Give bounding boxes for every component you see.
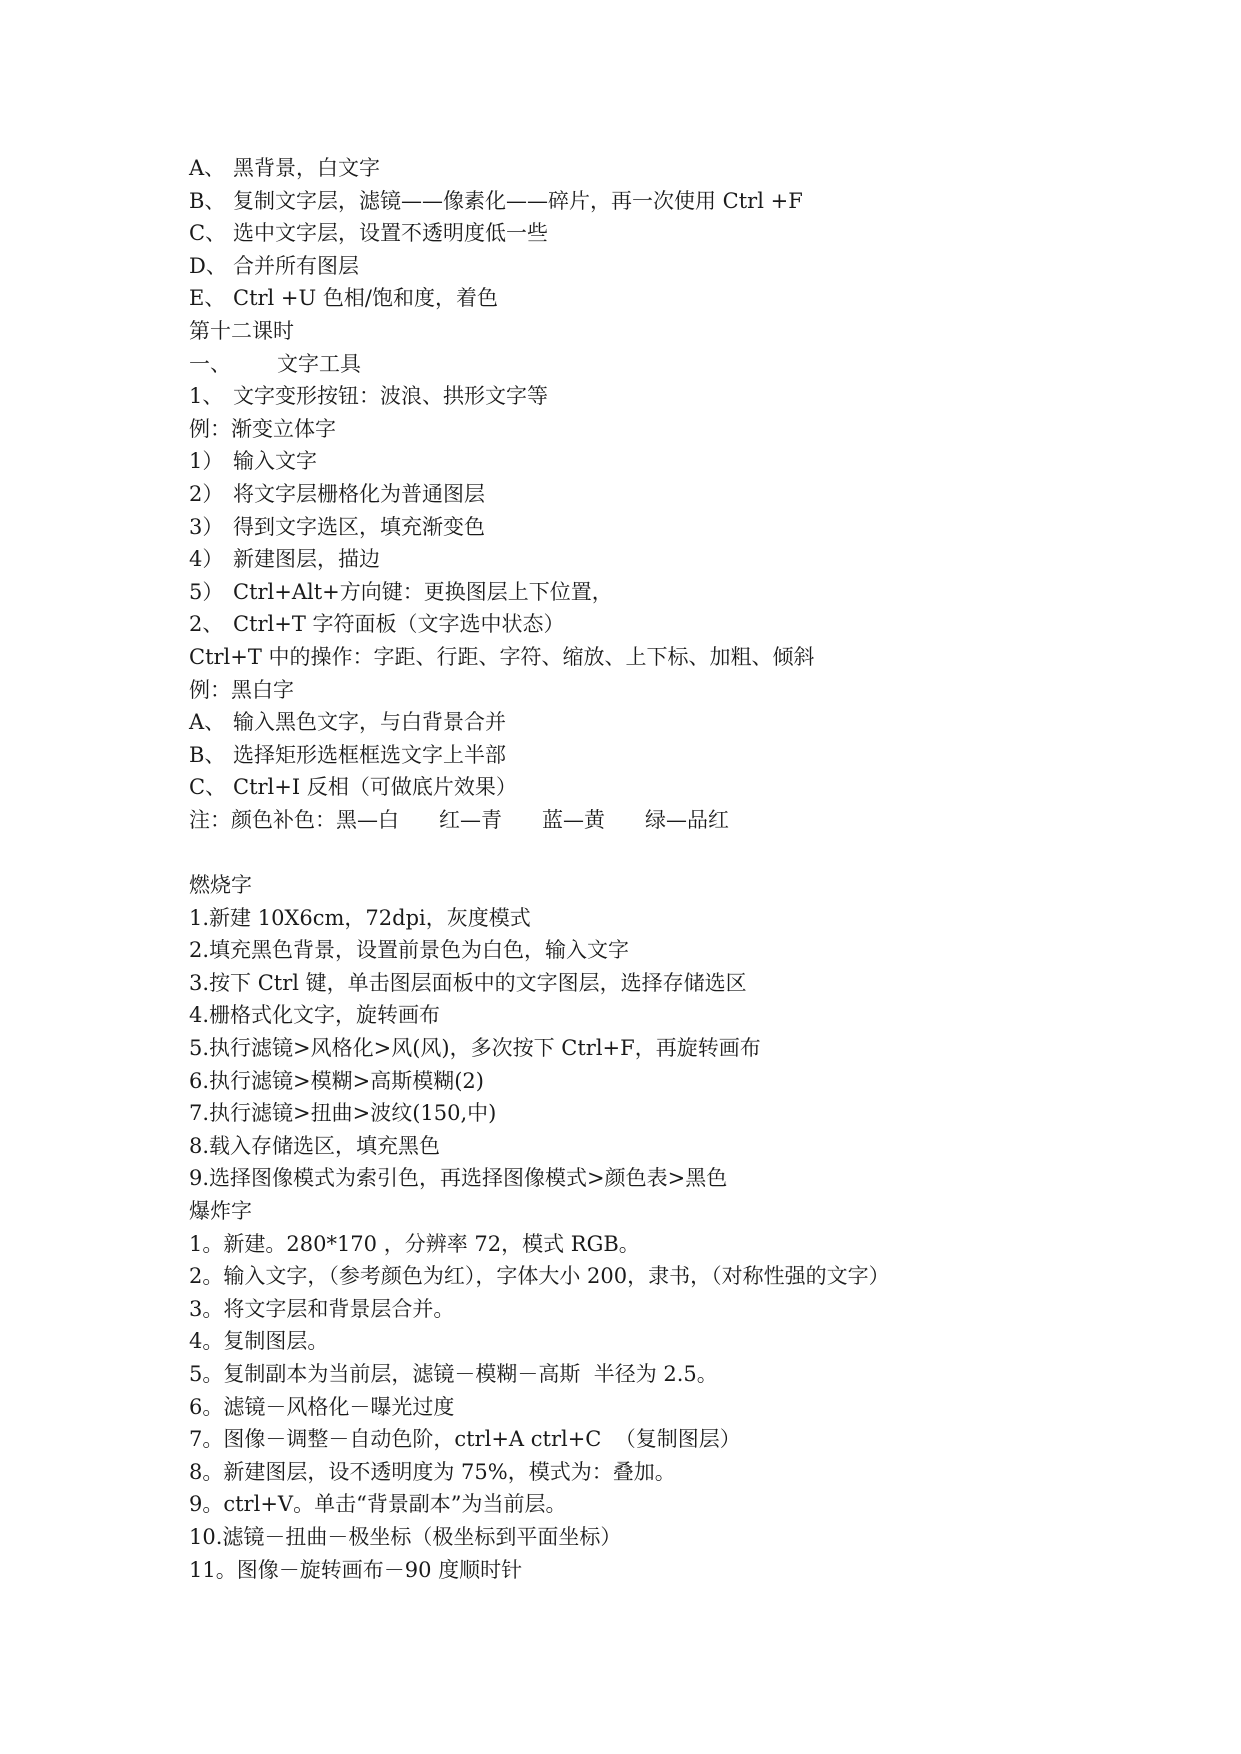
line-text: 第十二课时 xyxy=(189,318,294,343)
line-text: 复制文字层，滤镜——像素化——碎片，再一次使用 Ctrl +F xyxy=(233,188,803,213)
note-label: 注：颜色补色： xyxy=(189,807,336,832)
line-text: 文字工具 xyxy=(277,351,361,376)
line-text: 4.栅格式化文字，旋转画布 xyxy=(189,1003,441,1028)
line-text: 9.选择图像模式为索引色，再选择图像模式>颜色表>黑色 xyxy=(189,1166,728,1191)
text-line xyxy=(189,1260,1169,1293)
text-line xyxy=(189,152,1169,185)
line-text: 2.填充黑色背景，设置前景色为白色，输入文字 xyxy=(189,938,630,963)
list-marker: B、 xyxy=(189,742,226,767)
line-text: 1。新建。280*170 ，分辨率 72，模式 RGB。 xyxy=(189,1231,640,1256)
text-line xyxy=(189,1358,1169,1391)
line-text: 7.执行滤镜>扭曲>波纹(150,中) xyxy=(189,1101,497,1126)
list-marker: E、 xyxy=(189,286,226,311)
line-text: 8。新建图层，设不透明度为 75%，模式为：叠加。 xyxy=(189,1459,676,1484)
line-text: 黑背景，白文字 xyxy=(233,156,380,180)
line-text: Ctrl+T 中的操作：字距、行距、字符、缩放、上下标、加粗、倾斜 xyxy=(189,644,815,669)
text-line xyxy=(189,934,1169,967)
text-line xyxy=(189,1065,1169,1098)
line-text: 3。将文字层和背景层合并。 xyxy=(189,1296,455,1321)
text-line xyxy=(189,674,1169,707)
line-text: Ctrl+T 字符面板（文字选中状态） xyxy=(233,612,565,637)
line-text: Ctrl+Alt+方向键：更换图层上下位置， xyxy=(233,579,613,604)
text-line xyxy=(189,1228,1169,1261)
list-marker: A、 xyxy=(189,156,226,180)
line-text: 选择矩形选框框选文字上半部 xyxy=(233,742,506,767)
text-line xyxy=(189,967,1169,1000)
list-marker: B、 xyxy=(189,188,226,213)
text-line xyxy=(189,1097,1169,1130)
text-line xyxy=(189,413,1169,446)
list-marker: A、 xyxy=(189,710,226,735)
line-text: 6。滤镜－风格化－曝光过度 xyxy=(189,1394,455,1419)
line-text: 输入文字 xyxy=(233,449,317,474)
list-marker: C、 xyxy=(189,221,227,246)
text-line xyxy=(189,348,1169,381)
list-marker: 3） xyxy=(189,514,224,539)
line-text: Ctrl +U 色相/饱和度，着色 xyxy=(233,286,498,311)
text-line xyxy=(189,250,1169,283)
text-line xyxy=(189,282,1169,315)
line-text: 例：渐变立体字 xyxy=(189,416,336,441)
line-text: 将文字层栅格化为普通图层 xyxy=(233,481,485,506)
text-line xyxy=(189,706,1169,739)
text-line xyxy=(189,576,1169,609)
text-line xyxy=(189,1162,1169,1195)
line-text: Ctrl+I 反相（可做底片效果） xyxy=(233,775,517,800)
text-line xyxy=(189,543,1169,576)
text-line xyxy=(189,1032,1169,1065)
complement-pair: 黑—白 xyxy=(336,807,399,832)
line-text: 例：黑白字 xyxy=(189,677,294,702)
text-line xyxy=(189,1423,1169,1456)
text-line xyxy=(189,1130,1169,1163)
text-line xyxy=(189,608,1169,641)
line-text: 2。输入文字，（参考颜色为红），字体大小 200，隶书，（对称性强的文字） xyxy=(189,1264,890,1289)
list-marker: 一、 xyxy=(189,351,231,376)
text-line xyxy=(189,511,1169,544)
line-text: 11。图像－旋转画布－90 度顺时针 xyxy=(189,1557,523,1582)
line-text: 7。图像－调整－自动色阶，ctrl+A ctrl+C （复制图层） xyxy=(189,1427,741,1452)
list-marker: 4） xyxy=(189,547,224,572)
complement-pair: 蓝—黄 xyxy=(542,807,605,832)
line-text: 爆炸字 xyxy=(189,1199,252,1223)
line-text: 新建图层，描边 xyxy=(233,547,380,572)
line-text: 选中文字层，设置不透明度低一些 xyxy=(233,221,548,246)
text-line xyxy=(189,1554,1169,1587)
line-text: 6.执行滤镜>模糊>高斯模糊(2) xyxy=(189,1068,484,1093)
list-marker: 2、 xyxy=(189,612,224,637)
complement-pair: 红—青 xyxy=(439,807,502,832)
text-line xyxy=(189,1521,1169,1554)
text-line xyxy=(189,902,1169,935)
line-text: 得到文字选区，填充渐变色 xyxy=(233,514,485,539)
line-text: 1.新建 10X6cm，72dpi，灰度模式 xyxy=(189,905,531,930)
line-text: 合并所有图层 xyxy=(233,253,359,278)
text-line xyxy=(189,1325,1169,1358)
line-text: 5.执行滤镜>风格化>风(风)，多次按下 Ctrl+F，再旋转画布 xyxy=(189,1036,761,1061)
text-line xyxy=(189,1195,1169,1228)
list-marker: 2） xyxy=(189,481,224,506)
text-line xyxy=(189,999,1169,1032)
text-line xyxy=(189,445,1169,478)
list-marker: C、 xyxy=(189,775,227,800)
line-text: 5。复制副本为当前层，滤镜－模糊－高斯 半径为 2.5。 xyxy=(189,1361,718,1386)
text-line xyxy=(189,185,1169,218)
line-text: 3.按下 Ctrl 键，单击图层面板中的文字图层，选择存储选区 xyxy=(189,970,747,995)
text-line xyxy=(189,217,1169,250)
document-body xyxy=(189,152,1169,1586)
line-text: 9。ctrl+V。单击“背景副本”为当前层。 xyxy=(189,1492,567,1517)
complement-pair: 绿—品红 xyxy=(645,807,729,832)
list-marker: D、 xyxy=(189,253,227,278)
list-marker: 5） xyxy=(189,579,224,604)
text-line xyxy=(189,1456,1169,1489)
text-line xyxy=(189,641,1169,674)
line-text: 输入黑色文字，与白背景合并 xyxy=(233,710,506,735)
text-line xyxy=(189,380,1169,413)
text-line xyxy=(189,869,1169,902)
text-line xyxy=(189,1488,1169,1521)
list-marker: 1、 xyxy=(189,384,224,409)
text-line xyxy=(189,315,1169,348)
line-text: 燃烧字 xyxy=(189,873,252,898)
blank-line xyxy=(189,836,1169,869)
line-text: 文字变形按钮：波浪、拱形文字等 xyxy=(233,384,548,409)
text-line xyxy=(189,739,1169,772)
text-line xyxy=(189,1293,1169,1326)
text-line xyxy=(189,804,1169,837)
list-marker: 1） xyxy=(189,449,224,474)
line-text: 8.载入存储选区，填充黑色 xyxy=(189,1133,441,1158)
text-line xyxy=(189,1391,1169,1424)
line-text: 10.滤镜－扭曲－极坐标（极坐标到平面坐标） xyxy=(189,1524,622,1549)
text-line xyxy=(189,771,1169,804)
text-line xyxy=(189,478,1169,511)
line-text: 4。复制图层。 xyxy=(189,1329,329,1354)
